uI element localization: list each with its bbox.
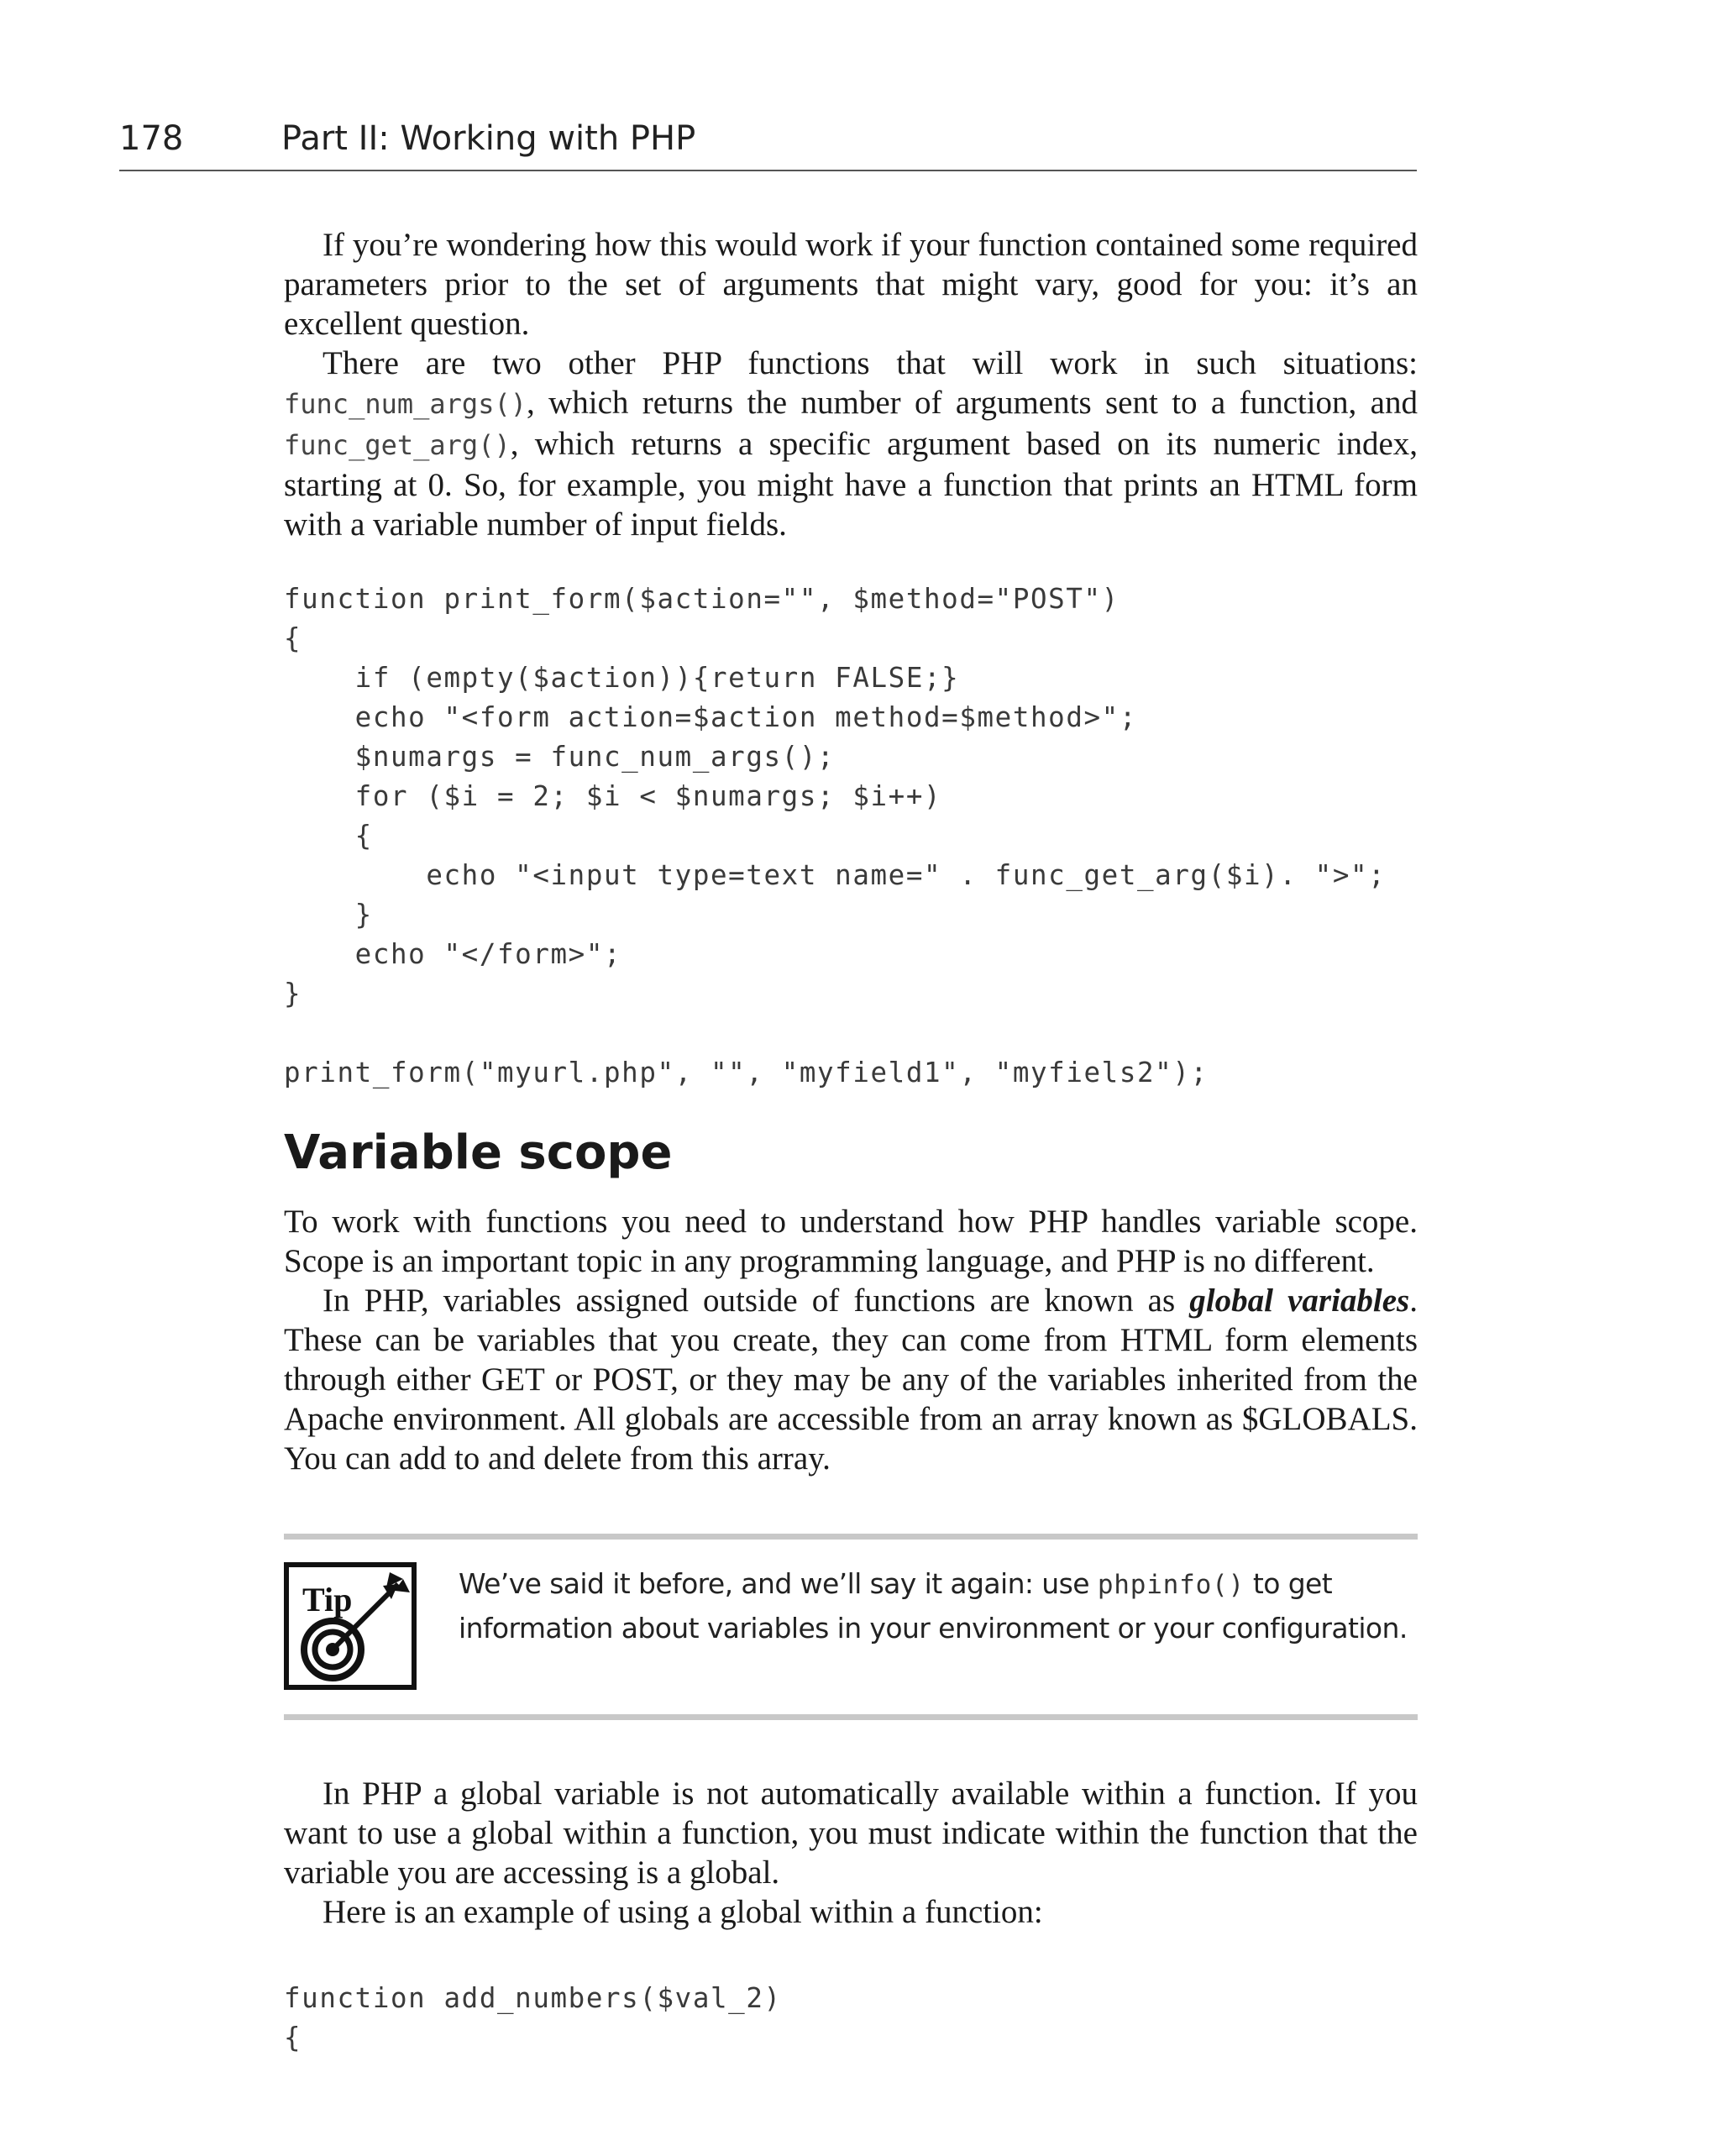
- text-run: . These can be variables that you create, they can come from HTML form elements through either GET or POST, or they may be any of the variables inherited from the Apache environment. All globals are accessible from an array known as $GLOBALS. You can add to and delete from this array.: [284, 1283, 1418, 1477]
- code-line: print_form("myurl.php", "", "myfield1", "myfiels2");: [284, 1057, 1209, 1088]
- code-line: echo "</form>";: [284, 938, 622, 970]
- text-run: , which returns the number of arguments sent to a function, and: [526, 385, 1418, 421]
- code-listing-add-numbers: [284, 1979, 1418, 2058]
- code-line: for ($i = 2; $i < $numargs; $i++): [284, 780, 942, 812]
- inline-code: func_num_args(): [284, 388, 527, 420]
- section-heading: Variable scope: [284, 1125, 673, 1180]
- svg-text:Tip: Tip: [302, 1581, 353, 1618]
- code-line: {: [284, 622, 302, 654]
- paragraph: If you’re wondering how this would work if your function contained some required parameters prior to the set of arguments that might vary, good for you: it’s an excellent question.: [284, 227, 1418, 342]
- tip-text: [459, 1562, 1416, 1650]
- text-run: There are two other PHP functions that will work in such situations:: [322, 345, 1418, 381]
- code-line: {: [284, 820, 373, 852]
- code-line: if (empty($action)){return FALSE;}: [284, 662, 960, 694]
- code-listing-print-form: [284, 580, 1418, 1093]
- page-number: 178: [119, 119, 184, 158]
- code-line: }: [284, 899, 373, 931]
- text-run: to get information about variables in your environment or your configuration.: [459, 1567, 1408, 1645]
- after-tip-text: [284, 1774, 1418, 1932]
- inline-code: phpinfo(): [1097, 1570, 1245, 1600]
- emphasized-term: global variables: [1189, 1283, 1410, 1319]
- intro-text: [284, 225, 1418, 544]
- code-line: [284, 1014, 1418, 1053]
- code-line: }: [284, 978, 302, 1010]
- running-title: Part II: Working with PHP: [281, 119, 696, 158]
- paragraph: [284, 1281, 1418, 1478]
- inline-code: func_get_arg(): [284, 429, 511, 461]
- paragraph: To work with functions you need to understand how PHP handles variable scope. Scope is an important topic in any programming language, and PHP is no different.: [284, 1204, 1418, 1279]
- running-header: [119, 119, 1417, 171]
- text-run: , which returns a specific argument based on its numeric index, starting at 0. So, for example, you might have a function that prints an HTML form with a variable number of input fields.: [284, 426, 1418, 543]
- code-line: {: [284, 2022, 302, 2054]
- code-line: echo "<form action=$action method=$method>";: [284, 701, 1137, 733]
- tip-target-icon: [284, 1562, 417, 1690]
- text-run: In PHP, variables assigned outside of functions are known as: [322, 1283, 1190, 1319]
- paragraph: In PHP a global variable is not automatically available within a function. If you want to use a global within a function, you must indicate within the function that the variable you are accessing is a global.: [284, 1776, 1418, 1891]
- tip-top-rule: [284, 1534, 1418, 1540]
- tip-box: [284, 1534, 1418, 1720]
- tip-bottom-rule: [284, 1714, 1418, 1720]
- paragraph: Here is an example of using a global within a function:: [322, 1894, 1043, 1930]
- paragraph: [284, 344, 1418, 544]
- code-line: function add_numbers($val_2): [284, 1982, 782, 2014]
- text-run: We’ve said it before, and we’ll say it again: use: [459, 1567, 1098, 1600]
- code-line: function print_form($action="", $method="POST"): [284, 583, 1120, 615]
- code-line: echo "<input type=text name=" . func_get_arg($i). ">";: [284, 859, 1387, 891]
- code-line: $numargs = func_num_args();: [284, 741, 836, 773]
- section-text: [284, 1202, 1418, 1478]
